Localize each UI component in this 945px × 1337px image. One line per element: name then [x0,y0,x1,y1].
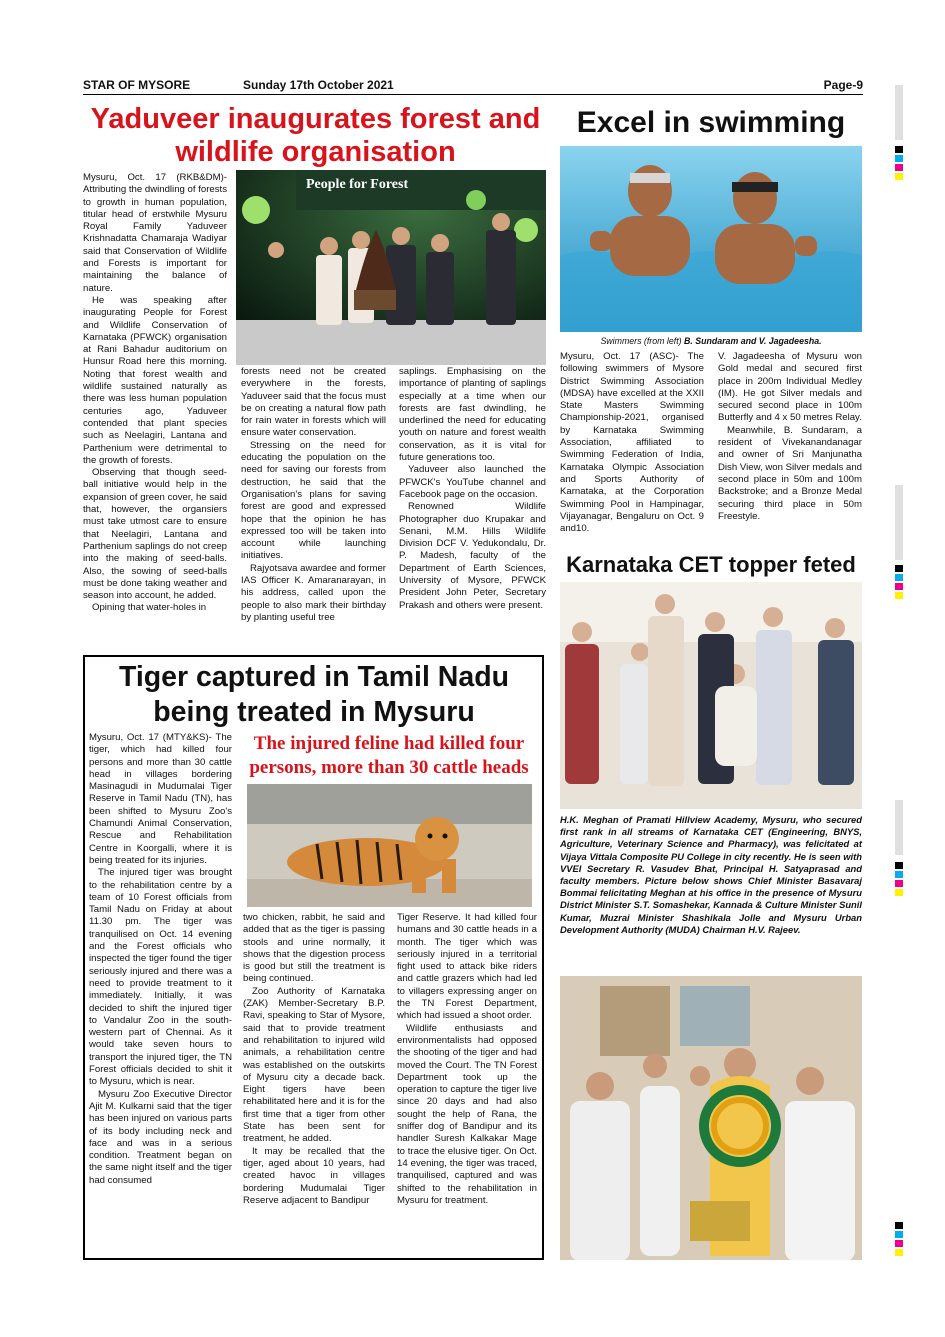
paragraph: Zoo Authority of Karnataka (ZAK) Member-Secretary B.P. Ravi, speaking to Star of Mysore, said that to provide treatment and rehabilitation to injured wild animals, a rehabilitation centre was established on the outskirts of Mysuru city a decade back. Eight tigers have been rehabilitated here and it is for the first time that a tiger from other State has been sent for treatment, he added. [243,985,385,1145]
paragraph: Mysuru Zoo Executive Director Ajit M. Kulkarni said that the tiger has been injured on various parts of its body including neck and face and was in a serious condition. Treatment began on the same night itself and the tiger had consumed [89,1088,232,1186]
felicitation-illustration [560,976,862,1260]
cet-topper-group-photo [560,582,862,809]
paragraph: Renowned Wildlife Photographer duo Krupakar and Senani, M.M. Hills Wildlife Division DCF V. Yedukondalu, Dr. P. Madesh, faculty of the Department of Earth Sciences, University of Mysore, PFWCK President John Peter, Secretary Prakash and others were present. [399,501,546,611]
cmyk-swatch [895,1222,903,1258]
article3-headline: Karnataka CET topper feted [566,552,856,577]
article2-col2 [718,351,862,541]
article4-col1 [89,732,232,1252]
paragraph: Tiger Reserve. It had killed four humans and 30 cattle heads in a month. The tiger which was seriously injured in a territorial fight used to attack bike riders and cattle grazers which had led to villagers expressing anger on the TN Forest Department, which had issued a shoot order. [397,912,537,1022]
paragraph: Rajyotsava awardee and former IAS Officer K. Amaranarayan, in his address, called upon the people to also mark their birthday by planting useful tree [241,562,386,623]
article4-col2 [243,912,385,1252]
registration-bar [895,85,903,140]
registration-bar [895,800,903,855]
registration-bar [895,485,903,560]
article1-col2 [241,366,386,645]
paragraph: Stressing on the need for educating the population on the need for saving our forests from destruction, he said that the Organisation's plans for saving forest are good and expressed hope that the opinion he has expressed too will be taken into account while launching initiatives. [241,439,386,562]
article4-col3 [397,912,537,1252]
forest-event-illustration [236,170,546,365]
paragraph: saplings. Emphasising on the importance of planting of saplings especially at a time when our forests are fast dwindling, he underlined the need for educating youth on nature and forest wealth conservation, as it is vital for future generations too. [399,366,546,464]
article2-col1 [560,351,704,541]
paragraph: Mysuru, Oct. 17 (ASC)- The following swimmers of Mysore District Swimming Association (MDSA) have excelled at the XXII State Masters Swimming Championship-2021, organised by Karnataka Swimming Association, affiliated to Swimming Federation of India, Karnataka Olympic Association and Sports Authority of Karnataka, at the Corporation Swimming Pool in Hampinagar, Vijayanagar, Bengaluru on Oct. 9 and10. [560,351,704,535]
article4-subhead: The injured feline had killed four persons, more than 30 cattle heads [249,733,529,778]
cmyk-swatch [895,862,903,898]
paragraph: Meanwhile, B. Sundaram, a resident of Vivekanandanagar and owner of Sri Manjunatha Dish View, won Silver medals and second place in 50m and 100m Backstroke; and a Bronze Medal securing third place in 50m Freestyle. [718,424,862,522]
cmyk-swatch [895,146,903,182]
article1-headline: Yaduveer inaugurates forest and wildlife organisation [90,103,541,168]
masthead [83,78,863,95]
issue-date: Sunday 17th October 2021 [243,78,394,92]
group-photo-illustration [560,582,862,809]
cmyk-swatch [895,565,903,601]
swimmers-illustration [560,146,862,332]
banner-text: People for Forest [306,177,409,192]
caption-names: B. Sundaram and V. Jagadeesha. [684,336,822,346]
paragraph: He was speaking after inaugurating People for Forest and Wildlife Conservation of Karnataka (PFWCK) organisation at Rani Bahadur auditorium on Hunsur Road here this morning. Noting that forest wealth and wildlife sustained naturally as there was less human population centuries ago, Yaduveer contended that plant species such as Neelagiri, Lantana and Parthenium were detrimental to the growth of forests. [83,294,227,466]
cet-caption: H.K. Meghan of Pramati Hillview Academy, Mysuru, who secured first rank in all streams of Karnataka CET (Engineering, BNYS, Agriculture, Veterinary Science and Pharmacy), was felicitated at Vijaya Vittala Composite PU College in city recently. He is seen with VVEI Secretary R. Vasudev Bhat, Principal H. Satyaprasad and faculty members. Picture below shows Chief Minister Basavaraj Bommai felicitating Meghan at his office in the presence of Mysuru District Minister S.T. Somashekar, Kannada & Culture Minister Sunil Kumar, Muzrai Minister Shashikala Jolle and Mysuru Urban Development Authority (MUDA) Chairman H.V. Rajeev. [560,814,862,935]
swimmers-photo [560,146,862,332]
tiger-illustration [247,784,532,907]
paragraph: Wildlife enthusiasts and environmentalists had opposed the shooting of the tiger and had moved the Court. The TN Forest Department took up the operation to capture the tiger live since 20 days and had also sought the help of Rana, the sniffer dog of Bandipur and its handler Suresh Kalkakar Mage to trace the elusive tiger. On Oct. 14 evening, the tiger was traced, tranquilised, captured and was shifted to the rehabilitation in Mysuru for treatment. [397,1022,537,1206]
caption-prefix: Swimmers (from left) [600,336,685,346]
article2-headline: Excel in swimming [576,106,846,139]
paragraph: Opining that water-holes in [92,602,207,614]
article1-col3 [399,366,546,645]
paragraph: two chicken, rabbit, he said and added that as the tiger is passing stools and urine normally, it shows that the digestion process is good but still the treatment is being continued. [243,912,385,985]
paper-name: STAR OF MYSORE [83,78,191,92]
paragraph: forests need not be created everywhere in the forests, Yaduveer said that the focus must be on creating a natural flow path for rain water in forests which will ensure water conservation. [241,366,386,439]
page-number: Page-9 [823,78,863,92]
paragraph: It may be recalled that the tiger, aged about 10 years, had created havoc in villages bordering Mudumalai Tiger Reserve adjacent to Bandipur [243,1145,385,1206]
paragraph: Mysuru, Oct. 17 (MTY&KS)- The tiger, which had killed four persons and more than 30 cattle head in villages bordering Masinagudi in Mudumalai Tiger Reserve in Tamil Nadu (TN), has been shifted to Mysuru Zoo's Chamundi Animal Conservation, Rescue and Rehabilitation Centre in Koorgalli, where it is being treated for its injuries. [89,732,232,866]
paragraph: V. Jagadeesha of Mysuru won Gold medal and secured first place in 200m Individual Medley (IM). He got Silver medals and secured second place in 100m Butterfly and 4 x 50 metres Relay. [718,351,862,424]
article1-col1 [83,172,227,645]
paragraph: Observing that though seed-ball initiative would help in the expansion of green cover, he said that, however, the organsiers must take utmost care to ensure that Neelagiri, Lantana and Parthenium saplings do not creep into the making of seed-balls. Also, the sowing of seed-balls must be done taking weather and season into account, he added. [83,467,227,602]
paragraph: Mysuru, Oct. 17 (RKB&DM)- Attributing the dwindling of forests to growth in human population, titular head of erstwhile Mysuru Royal Family Yaduveer Krishnadatta Chamaraja Wadiyar said that Conservation of Wildlife and Forests is important for maintaining the balance of nature. [83,172,227,294]
swimmers-caption [560,335,862,347]
cm-felicitation-photo [560,976,862,1260]
paragraph: The injured tiger was brought to the rehabilitation centre by a team of 10 Forest officials from Tamil Nadu on Friday at about 11.30 pm. The tiger was tranquilised on Oct. 14 evening and the Forest officials who inspected the tiger found the tiger seriously injured and there was a need to provide treatment to it immediately. Initially, it was decided to shift the injured tiger to Vandalur Zoo in the south-western part of Chennai. As it would take seven hours to transport the injured tiger, the TN Forest officials decided to shit it to Mysuru, which is near. [89,867,232,1088]
paragraph: Yaduveer also launched the PFWCK's YouTube channel and Facebook page on the occasion. [399,464,546,500]
forest-event-photo [236,170,546,365]
article4-headline: Tiger captured in Tamil Nadu being treated in Mysuru [118,661,510,728]
tiger-photo [247,784,532,907]
